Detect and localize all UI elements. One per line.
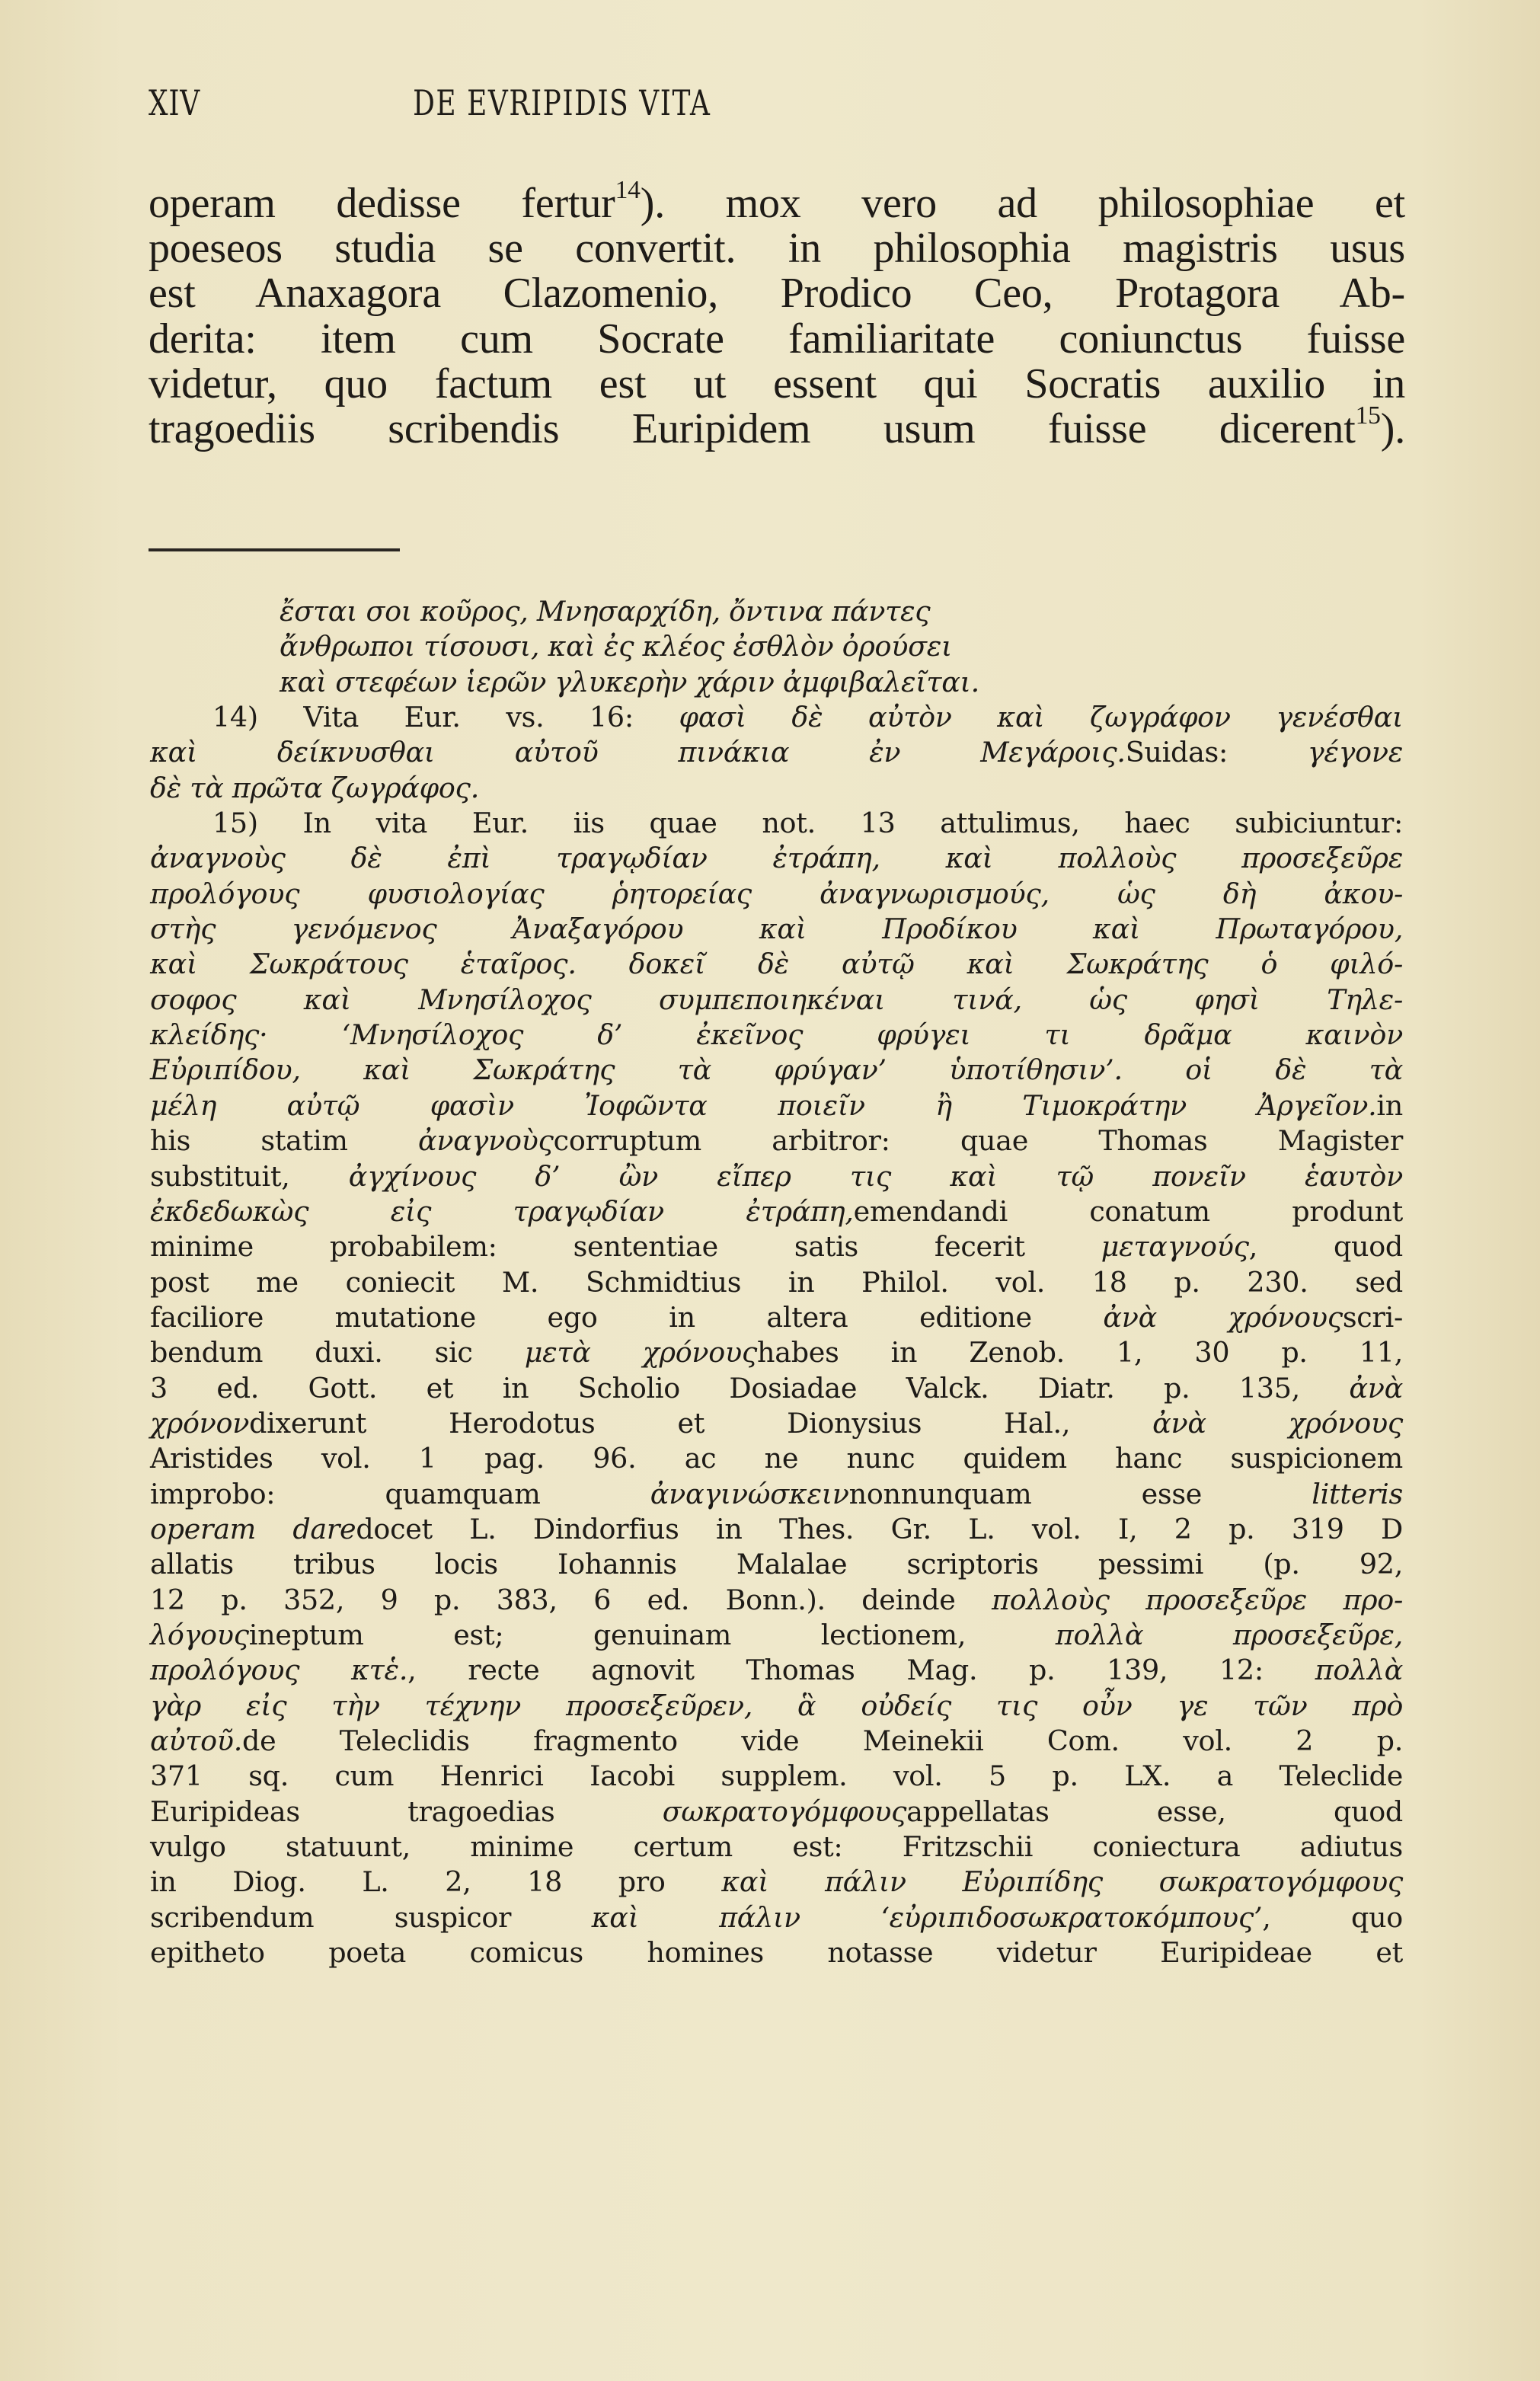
footnote-line [150,1795,1403,1830]
greek-text: γὰρ εἰς τὴν τέχνην προσεξεῦρεν, ἃ οὐδείς τις οὖν γε τῶν πρὸ [150,1689,1403,1722]
footnote-line [150,1583,1403,1618]
latin-text: 371 sq. cum Henrici Iacobi supplem. vol. 5 p. LX. a Teleclide [150,1759,1403,1793]
page-number: XIV [149,82,200,123]
greek-text: πολλοὺς προσεξεῦρε προ- [992,1583,1403,1616]
latin-text: emendandi conatum produnt [853,1194,1403,1228]
greek-text: ἔσται σοι κοῦρος, Μνησαρχίδη, ὄντινα πάντες [280,595,931,628]
latin-text: scri- [1342,1300,1403,1334]
latin-text: his statim [150,1124,418,1158]
footnote-line [150,806,1403,841]
greek-text: ἄνθρωποι τίσουσι, καὶ ἐς κλέος ἐσθλὸν ὀρούσει [280,630,953,663]
footnote-line [150,841,1403,876]
footnote-line [150,1300,1403,1335]
greek-text: καὶ πάλιν Εὐριπίδης σωκρατογόμφους [721,1865,1403,1899]
footnote-line [150,1371,1403,1406]
latin-text: 14) Vita Eur. vs. 16: [212,701,679,734]
greek-text: καὶ στεφέων ἱερῶν γλυκερὴν χάριν ἀμφιβαλεῖται. [280,665,979,698]
greek-text: πολλὰ προσεξεῦρε, [1055,1618,1403,1651]
footnote-line [150,1053,1403,1088]
greek-text: αὐτοῦ. [150,1724,242,1757]
latin-text: bendum duxi. sic [150,1336,525,1369]
footnote-line [150,983,1403,1018]
greek-text: μέλη αὐτῷ φασὶν Ἰοφῶντα ποιεῖν ἢ Τιμοκράτην Ἀργεῖον. [150,1088,1377,1122]
greek-text: ἀναγνοὺς δὲ ἐπὶ τραγῳδίαν ἐτράπη, καὶ πολλοὺς προσεξεῦρε [150,842,1403,875]
latin-text: ineptum est; genuinam lectionem, [248,1618,1056,1651]
body-line [149,401,1405,453]
italic-text: litteris [1312,1477,1403,1510]
latin-text: ). mox vero ad philosophiae et [640,180,1405,227]
latin-text: Suidas: [1125,736,1308,769]
latin-text: in [1376,1088,1403,1122]
greek-text: ἀνὰ [1349,1371,1403,1405]
latin-text: habes in Zenob. 1, 30 p. 11, [757,1336,1403,1369]
footnote-line [150,1689,1403,1724]
footnote-line [150,1900,1403,1935]
footnote-line [150,1865,1403,1900]
latin-text: , quo [1262,1900,1403,1934]
footnote-line [150,1159,1403,1194]
latin-text: Euripideas tragoedias [150,1795,663,1828]
footnote-line [150,1406,1403,1441]
footnote-line [150,1830,1403,1865]
body-line [149,226,1405,271]
running-title: DE EVRIPIDIS VITA [413,82,711,123]
footnote-verse-quotation [150,594,1403,700]
greek-text: ἀνὰ χρόνους [1103,1300,1343,1334]
footnote-line [150,1935,1403,1970]
greek-text: καὶ πάλιν ‘εὐριπιδοσωκρατοκόμπους’ [591,1900,1263,1934]
footnote-line [150,1441,1403,1476]
footnote-line [150,947,1403,982]
latin-text: 12 p. 352, 9 p. 383, 6 ed. Bonn.). deinde [150,1583,992,1616]
latin-text: derita: item cum Socrate familiaritate coniunctus fuisse [149,315,1405,363]
footnote-line [150,1018,1403,1053]
footnote-lines [150,700,1403,1970]
footnotes [150,594,1403,1970]
footnote-line [150,1194,1403,1229]
footnote-reference: 15 [1355,401,1381,430]
latin-text: scribendum suspicor [150,1900,592,1934]
latin-text: tragoediis scribendis Euripidem usum fuisse dicerent [149,405,1356,453]
greek-text: ἀναγνοὺς [417,1124,554,1158]
greek-text: φασὶ δὲ αὐτὸν καὶ ζωγράφον γενέσθαι [679,701,1403,734]
latin-text: substituit, [150,1159,349,1193]
footnote-line [150,1477,1403,1512]
footnote-line [150,877,1403,912]
greek-text: προλόγους φυσιολογίας ῥητορείας ἀναγνωρισμούς, ὡς δὴ ἀκου- [150,877,1403,910]
greek-text: σοφος καὶ Μνησίλοχος συμπεποιηκέναι τινά, ὡς φησὶ Τηλε- [150,983,1403,1016]
footnote-line [150,1512,1403,1547]
latin-text: allatis tribus locis Iohannis Malalae scriptoris pessimi (p. 92, [150,1548,1403,1581]
greek-text: ἀναγινώσκειν [650,1477,849,1510]
latin-text: , quod [1248,1230,1403,1264]
body-line [149,317,1405,362]
greek-text: σωκρατογόμφους [662,1795,907,1828]
running-header [149,82,1405,128]
footnote-line [150,1335,1403,1370]
footnote-line [150,912,1403,947]
latin-text: 15) In vita Eur. iis quae not. 13 attulimus, haec subiciuntur: [212,807,1403,840]
verse-line [150,665,1277,700]
footnote-line [150,1229,1403,1264]
latin-text: epitheto poeta comicus homines notasse videtur Euripideae et [150,1936,1403,1970]
latin-text: est Anaxagora Clazomenio, Prodico Ceo, Protagora Ab- [149,270,1405,318]
greek-text: μεταγνούς [1101,1230,1249,1264]
footnote-line [150,1547,1403,1582]
footnote-line [150,1088,1403,1123]
greek-text: κλείδης· ‘Μνησίλοχος δ’ ἐκεῖνος φρύγει τι δρᾶμα καινὸν [150,1018,1403,1052]
footnote-line [150,700,1403,735]
verse-line [150,629,1277,664]
greek-text: γέγονε [1307,736,1404,769]
latin-text: faciliore mutatione ego in altera editione [150,1300,1104,1334]
greek-text: χρόνον [150,1406,250,1440]
latin-text: Aristides vol. 1 pag. 96. ac ne nunc quidem hanc suspicionem [150,1442,1403,1475]
latin-text: minime probabilem: sententiae satis fecerit [150,1230,1101,1264]
footnote-rule [149,548,400,551]
latin-text: nonnunquam esse [848,1477,1312,1510]
latin-text: vulgo statuunt, minime certum est: Fritzschii coniectura adiutus [150,1830,1403,1864]
greek-text: ἐκδεδωκὼς εἰς τραγῳδίαν ἐτράπη, [150,1194,854,1228]
footnote-line [150,1265,1403,1300]
latin-text: poeseos studia se convertit. in philosophia magistris usus [149,225,1405,273]
greek-text: ἀγχίνους δ’ ὢν εἴπερ τις καὶ τῷ πονεῖν ἑαυτὸν [348,1159,1403,1193]
latin-text: de Teleclidis fragmento vide Meinekii Com. vol. 2 p. [242,1724,1403,1757]
greek-text: πολλὰ [1315,1654,1404,1687]
body-line [149,271,1405,316]
footnote-line [150,1653,1403,1688]
footnote-line [150,1724,1403,1759]
footnote-reference: 14 [615,175,641,204]
verse-line [150,594,1277,629]
latin-text: , recte agnovit Thomas Mag. p. 139, 12: [407,1654,1315,1687]
footnote-line [150,735,1403,770]
greek-text: στὴς γενόμενος Ἀναξαγόρου καὶ Προδίκου καὶ Πρωταγόρου, [150,912,1403,946]
footnote-line [150,1123,1403,1159]
greek-text: λόγους [150,1618,249,1651]
latin-text: operam dedisse fertur [149,180,615,227]
latin-text: 3 ed. Gott. et in Scholio Dosiadae Valck. Diatr. p. 135, [150,1371,1350,1405]
greek-text: καὶ Σωκράτους ἑταῖρος. δοκεῖ δὲ αὐτῷ καὶ Σωκράτης ὁ φιλό- [150,948,1403,981]
greek-text: προλόγους κτἑ. [150,1654,408,1687]
main-text [149,175,1405,453]
footnote-line [150,1759,1403,1794]
latin-text: ). [1380,405,1405,453]
latin-text: dixerunt Herodotus et Dionysius Hal., [249,1406,1153,1440]
greek-text: μετὰ χρόνους [524,1336,758,1369]
body-line [149,175,1405,227]
greek-text: καὶ δείκνυσθαι αὐτοῦ πινάκια ἐν Μεγάροις. [150,736,1126,769]
latin-text: appellatas esse, quod [906,1795,1403,1828]
latin-text: docet L. Dindorfius in Thes. Gr. L. vol. I, 2 p. 319 D [356,1512,1403,1545]
latin-text: videtur, quo factum est ut essent qui Socratis auxilio in [149,360,1405,407]
latin-text: improbo: quamquam [150,1477,650,1510]
footnote-line [150,771,1403,806]
greek-text: δὲ τὰ πρῶτα ζωγράφος. [150,771,480,804]
latin-text: post me coniecit M. Schmidtius in Philol. vol. 18 p. 230. sed [150,1265,1403,1299]
latin-text: in Diog. L. 2, 18 pro [150,1865,722,1899]
body-line [149,362,1405,407]
greek-text: Εὐριπίδου, καὶ Σωκράτης τὰ φρύγαν’ ὑποτίθησιν’. οἱ δὲ τὰ [150,1053,1403,1087]
greek-text: ἀνὰ χρόνους [1152,1406,1403,1440]
italic-text: operam dare [150,1512,356,1545]
footnote-line [150,1618,1403,1653]
latin-text: corruptum arbitror: quae Thomas Magister [553,1124,1403,1158]
